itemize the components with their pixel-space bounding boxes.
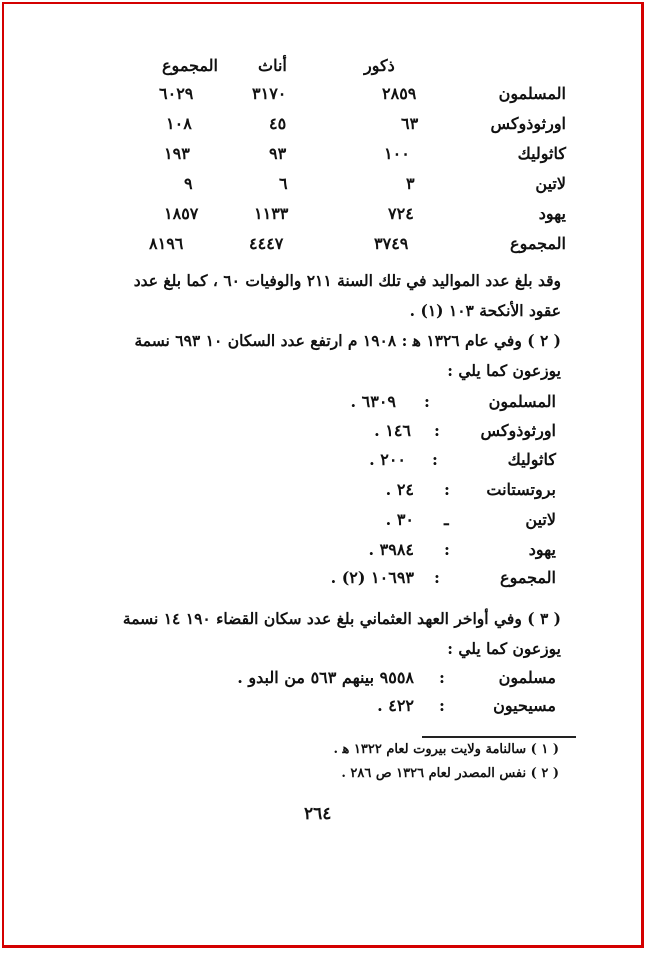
paragraph-line: يوزعون كما يلي :: [447, 361, 561, 380]
paragraph-line: وقد بلغ عدد المواليد في تلك السنة ٢١١ والوفيات ٦٠ ، كما بلغ عدد: [133, 271, 561, 290]
row-male: ٣٧٤٩: [374, 234, 409, 253]
list-item: [4, 540, 644, 568]
paragraph-line: ( ٢ ) وفي عام ١٣٢٦ ﻫ : ١٩٠٨ م ارتفع عدد السكان ١٠ ٦٩٣ نسمة: [134, 331, 561, 350]
paragraph-line: عقود الأنكحة ١٠٣ (١) .: [409, 301, 561, 320]
header-female: أناث: [258, 56, 287, 75]
row-total: ٦٠٢٩: [159, 84, 194, 103]
paragraph-1908: [71, 326, 561, 386]
row-female: ٦: [279, 174, 288, 193]
list-item: [4, 480, 644, 508]
row-total: ٨١٩٦: [149, 234, 184, 253]
paragraph-ottoman: [71, 604, 561, 664]
row-female: ٣١٧٠: [252, 84, 287, 103]
list-item: [4, 696, 644, 724]
paragraph-births: [71, 266, 561, 326]
table-row: [4, 234, 644, 262]
row-female: ١١٣٣: [254, 204, 289, 223]
row-male: ٢٨٥٩: [382, 84, 417, 103]
list-colon: :: [424, 392, 430, 411]
list-value: ٩٥٥٨ بينهم ٥٦٣ من البدو .: [237, 668, 414, 687]
row-label: المجموع: [510, 234, 566, 253]
paragraph-line: ( ٣ ) وفي أواخر العهد العثماني بلغ عدد سكان القضاء ١٩٠ ١٤ نسمة: [122, 609, 561, 628]
list-value: ١٠٦٩٣ (٢) .: [330, 568, 414, 587]
list-value: ٢٠٠ .: [369, 450, 406, 469]
table-row: [4, 114, 644, 142]
list-value: ٣٩٨٤ .: [368, 540, 414, 559]
list-colon: :: [444, 480, 450, 499]
list-colon: :: [434, 568, 440, 587]
table-row: [4, 174, 644, 202]
document-page: [2, 2, 644, 948]
row-total: ١٨٥٧: [164, 204, 199, 223]
table-row: [4, 144, 644, 172]
row-male: ٣: [406, 174, 415, 193]
footnote-1: ( ١ ) سالنامة ولايت بيروت لعام ١٣٢٢ ﻫ .: [333, 742, 559, 757]
list-label: مسيحيون: [493, 696, 556, 715]
list-item: [4, 568, 644, 596]
row-male: ١٠٠: [384, 144, 410, 163]
footnote-2: ( ٢ ) نفس المصدر لعام ١٣٢٦ ص ٢٨٦ .: [341, 766, 559, 781]
row-label: المسلمون: [498, 84, 566, 103]
list-value: ٣٠ .: [385, 510, 414, 529]
list-label: لاتين: [525, 510, 556, 529]
list-item: [4, 668, 644, 696]
list-item: [4, 392, 644, 420]
row-female: ٤٤٤٧: [249, 234, 284, 253]
list-label: اورثوذوكس: [480, 421, 556, 440]
table-row: [4, 204, 644, 232]
list-colon: :: [432, 450, 438, 469]
row-total: ٩: [184, 174, 193, 193]
row-male: ٦٣: [401, 114, 419, 133]
row-label: اورثوذوكس: [490, 114, 566, 133]
row-male: ٧٢٤: [388, 204, 414, 223]
list-value: ١٤٦ .: [374, 421, 411, 440]
list-colon: ـ: [444, 510, 449, 529]
row-total: ١٩٣: [164, 144, 190, 163]
row-label: كاثوليك: [517, 144, 566, 163]
list-value: ٤٢٢ .: [377, 696, 414, 715]
paragraph-line: يوزعون كما يلي :: [447, 639, 561, 658]
row-female: ٩٣: [269, 144, 287, 163]
page-number: ٢٦٤: [304, 804, 332, 824]
list-label: المجموع: [500, 568, 556, 587]
table-row: [4, 84, 644, 112]
row-label: يهود: [538, 204, 566, 223]
footnote-rule: [422, 736, 576, 738]
list-item: [4, 450, 644, 478]
row-label: لاتين: [535, 174, 566, 193]
header-total: المجموع: [162, 56, 218, 75]
list-label: مسلمون: [498, 668, 556, 687]
list-colon: :: [439, 668, 445, 687]
list-colon: :: [439, 696, 445, 715]
list-label: يهود: [528, 540, 556, 559]
list-value: ٦٣٠٩ .: [350, 392, 396, 411]
list-label: بروتستانت: [486, 480, 556, 499]
list-item: [4, 510, 644, 538]
row-female: ٤٥: [269, 114, 287, 133]
list-value: ٢٤ .: [385, 480, 414, 499]
header-male: ذكور: [364, 56, 395, 75]
list-colon: :: [434, 421, 440, 440]
list-item: [4, 421, 644, 449]
list-label: كاثوليك: [507, 450, 556, 469]
list-label: المسلمون: [488, 392, 556, 411]
list-colon: :: [444, 540, 450, 559]
row-total: ١٠٨: [166, 114, 192, 133]
